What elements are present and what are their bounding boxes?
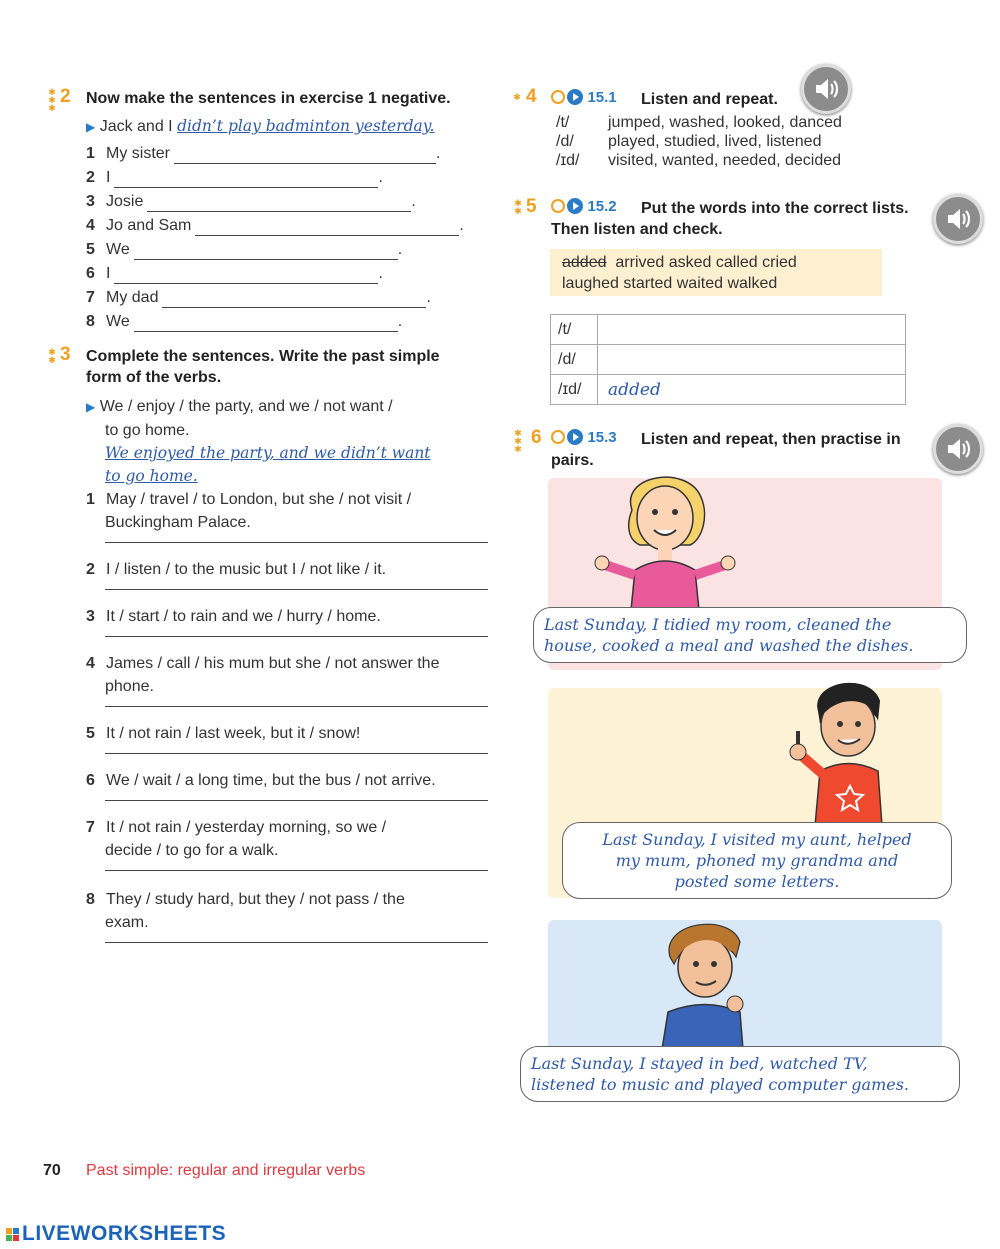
example-sentence	[86, 116, 434, 137]
exercise-instruction: Listen and repeat, then practise in	[641, 431, 901, 448]
liveworksheets-logo: LIVEWORKSHEETS	[6, 1222, 226, 1246]
answer-line[interactable]	[134, 317, 398, 332]
audio-track-label: 15.3	[551, 429, 617, 447]
answer-line[interactable]	[105, 862, 488, 871]
exercise-instruction: Put the words into the correct lists.	[641, 200, 909, 217]
list-item: 7 It / not rain / yesterday morning, so we / decide / to go for a walk.	[86, 816, 488, 888]
answer-cell[interactable]	[598, 345, 906, 375]
answer-line[interactable]	[105, 792, 488, 801]
list-item: 4 Jo and Sam .	[86, 217, 464, 234]
table-row: /d/ played, studied, lived, listened	[556, 133, 822, 150]
example-prefix: Jack and I	[99, 118, 173, 135]
audio-track-label: 15.1	[551, 89, 617, 107]
list-item: 5 It / not rain / last week, but it / snow!	[86, 722, 488, 769]
answer-cell[interactable]: added	[598, 375, 906, 405]
exercise-number: 2	[60, 86, 71, 107]
speaker-icon[interactable]	[933, 424, 983, 474]
logo-icon	[6, 1228, 19, 1241]
answer-line[interactable]	[134, 245, 398, 260]
cd-icon	[551, 199, 565, 213]
sounds-list	[556, 114, 842, 171]
table-row: /ɪd/ visited, wanted, needed, decided	[556, 152, 842, 169]
example-answer: We enjoyed the party, and we didn’t want	[105, 444, 431, 462]
list-item: 8 They / study hard, but they / not pass / the exam.	[86, 888, 488, 958]
example-arrow-icon: ▶	[86, 120, 96, 134]
exercise-number: 3	[60, 344, 71, 365]
list-item: 4 James / call / his mum but she / not answer the phone.	[86, 652, 488, 722]
girl-illustration	[590, 470, 750, 620]
list-item: 1 My sister .	[86, 145, 441, 162]
answer-line[interactable]	[114, 269, 378, 284]
exercise2-items	[86, 140, 486, 332]
exercise-instruction: Complete the sentences. Write the past simple form of the verbs.	[86, 348, 440, 386]
example-arrow-icon: ▶	[86, 400, 96, 414]
list-item: 3 Josie .	[86, 193, 416, 210]
speaker-icon[interactable]	[801, 64, 851, 114]
play-icon	[567, 429, 583, 445]
exercise-number: 4	[526, 86, 537, 107]
answer-line[interactable]	[114, 173, 378, 188]
exercise-number: 5	[526, 196, 537, 217]
exercise3-items	[86, 488, 488, 958]
exercise-instruction: pairs.	[551, 452, 594, 469]
list-item: 5 We .	[86, 241, 403, 258]
exercise-instruction: Then listen and check.	[551, 221, 723, 238]
speech-bubble: Last Sunday, I stayed in bed, watched TV, listened to music and played computer games.	[520, 1046, 960, 1102]
list-item: 6 I .	[86, 265, 383, 282]
speech-bubble: Last Sunday, I tidied my room, cleaned the house, cooked a meal and washed the dishes.	[533, 607, 967, 663]
list-item: 3 It / start / to rain and we / hurry / home.	[86, 605, 488, 652]
example-sentence: ▶ We / enjoy / the party, and we / not want / to go home. We enjoyed the party, and we didn’t want to go home.	[86, 395, 486, 488]
sounds-table	[550, 314, 906, 405]
difficulty-stars: ✱ ✱ ✱	[48, 87, 56, 113]
table-row: /d/	[551, 345, 906, 375]
speech-bubble: Last Sunday, I visited my aunt, helped my mum, phoned my grandma and posted some letters.	[562, 822, 952, 899]
word-box: added arrived asked called cried laughed started waited walked	[550, 249, 882, 296]
exercise-instruction: Now make the sentences in exercise 1 negative.	[86, 90, 451, 107]
answer-line[interactable]	[105, 934, 488, 943]
answer-line[interactable]	[147, 197, 411, 212]
list-item: 2 I / listen / to the music but I / not like / it.	[86, 558, 488, 605]
cd-icon	[551, 90, 565, 104]
list-item: 1 May / travel / to London, but she / not visit / Buckingham Palace.	[86, 488, 488, 558]
answer-line[interactable]	[162, 293, 426, 308]
difficulty-stars: ✱ ✱ ✱	[514, 428, 522, 454]
difficulty-stars: ✱	[513, 92, 521, 102]
example-answer: to go home.	[105, 467, 198, 485]
page-number: 70	[43, 1162, 61, 1179]
boy-illustration	[640, 912, 770, 1062]
table-row: /t/ jumped, washed, looked, danced	[556, 114, 842, 131]
list-item: 8 We .	[86, 313, 403, 330]
audio-track-label: 15.2	[551, 198, 617, 216]
list-item: 2 I .	[86, 169, 383, 186]
boy-illustration	[780, 676, 910, 826]
struck-word: added	[562, 254, 607, 271]
play-icon	[567, 89, 583, 105]
speaker-icon[interactable]	[933, 194, 983, 244]
answer-line[interactable]	[105, 745, 488, 754]
exercise-instruction: Listen and repeat.	[641, 91, 778, 108]
answer-cell[interactable]	[598, 315, 906, 345]
answer-line[interactable]	[105, 581, 488, 590]
cd-icon	[551, 430, 565, 444]
answer-line[interactable]	[105, 534, 488, 543]
table-row: /ɪd/ added	[551, 375, 906, 405]
page-title: Past simple: regular and irregular verbs	[86, 1162, 366, 1179]
exercise-number: 6	[531, 427, 542, 448]
example-answer: didn’t play badminton yesterday.	[177, 117, 435, 135]
list-item: 6 We / wait / a long time, but the bus / not arrive.	[86, 769, 488, 816]
answer-line[interactable]	[195, 221, 459, 236]
play-icon	[567, 198, 583, 214]
list-item: 7 My dad .	[86, 289, 431, 306]
answer-line[interactable]	[174, 149, 436, 164]
answer-line[interactable]	[105, 698, 488, 707]
table-row: /t/	[551, 315, 906, 345]
difficulty-stars: ✱ ✱	[48, 347, 56, 365]
answer-line[interactable]	[105, 628, 488, 637]
difficulty-stars: ✱ ✱	[514, 198, 522, 216]
